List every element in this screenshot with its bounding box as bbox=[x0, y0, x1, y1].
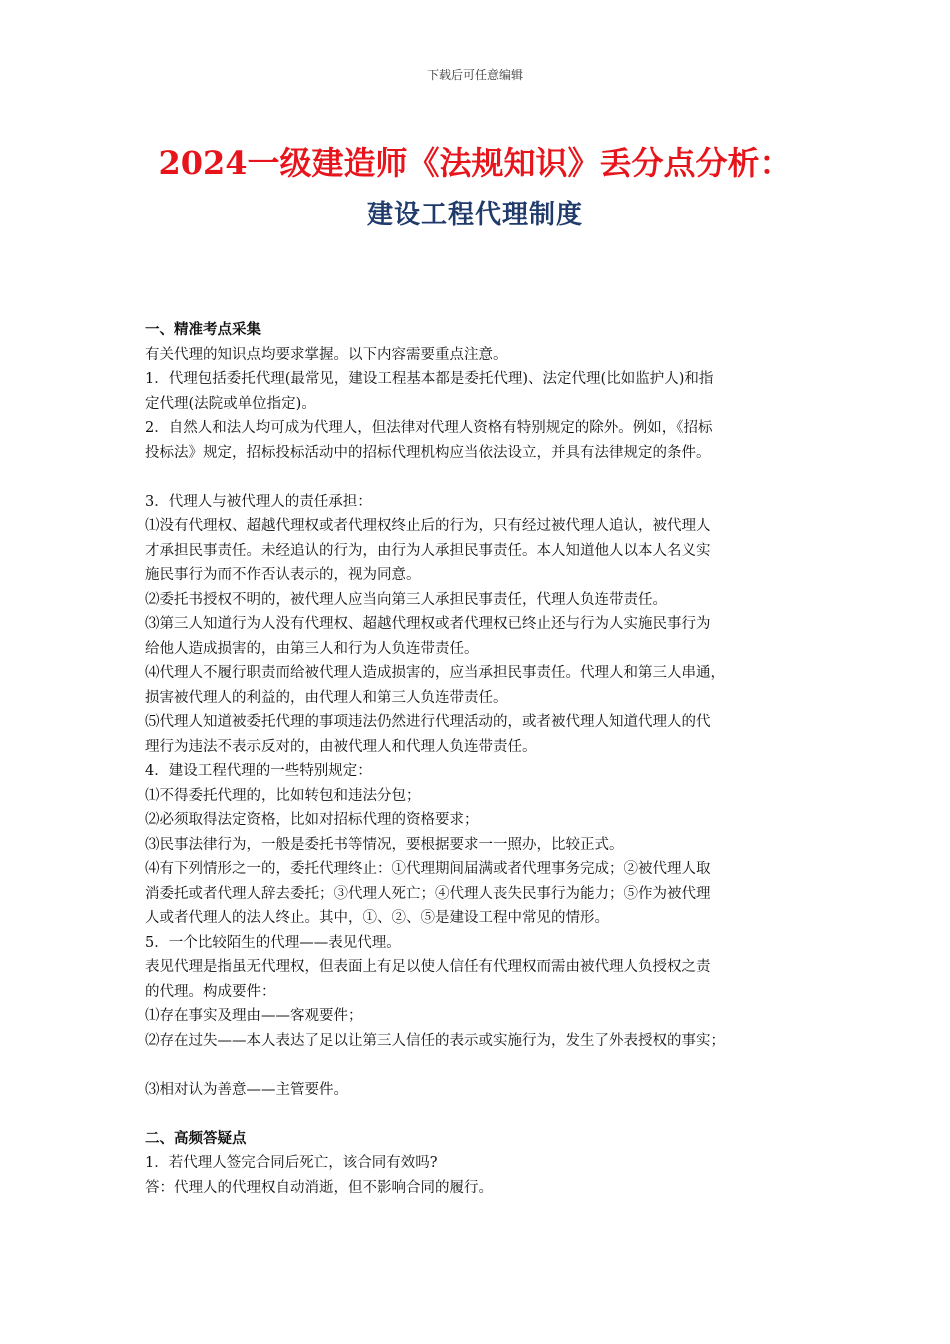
paragraph-line: ⑸代理人知道被委托代理的事项违法仍然进行代理活动的，或者被代理人知道代理人的代 bbox=[145, 714, 711, 730]
paragraph-line: 消委托或者代理人辞去委托；③代理人死亡；④代理人丧失民事行为能力；⑤作为被代理 bbox=[145, 885, 711, 902]
paragraph-line: 的代理。构成要件： bbox=[145, 983, 276, 1000]
header-note: 下载后可任意编辑 bbox=[426, 68, 523, 82]
paragraph-line: 4．建设工程代理的一些特别规定： bbox=[145, 763, 372, 779]
section-heading: 一、精准考点采集 bbox=[145, 322, 261, 338]
paragraph-line: 有关代理的知识点均要求掌握。以下内容需要重点注意。 bbox=[145, 346, 508, 363]
paragraph-line: 2．自然人和法人均可成为代理人，但法律对代理人资格有特别规定的除外。例如，《招标 bbox=[145, 420, 713, 436]
paragraph-line: 表见代理是指虽无代理权，但表面上有足以使人信任有代理权而需由被代理人负授权之责 bbox=[145, 959, 711, 975]
paragraph-line: ⑷代理人不履行职责而给被代理人造成损害的，应当承担民事责任。代理人和第三人串通， bbox=[145, 665, 725, 681]
paragraph-line: 3．代理人与被代理人的责任承担： bbox=[145, 493, 372, 510]
blank-line bbox=[145, 1102, 815, 1127]
paragraph-line: ⑵必须取得法定资格，比如对招标代理的资格要求； bbox=[145, 812, 479, 828]
paragraph-line: 给他人造成损害的，由第三人和行为人负连带责任。 bbox=[145, 640, 479, 657]
page-title: 2024一级建造师《法规知识》丢分点分析： bbox=[158, 144, 792, 182]
paragraph-line: ⑴存在事实及理由——客观要件； bbox=[145, 1008, 363, 1024]
paragraph-line: ⑶民事法律行为，一般是委托书等情况，要根据要求一一照办，比较正式。 bbox=[145, 836, 624, 853]
paragraph-line: 投标法》规定，招标投标活动中的招标代理机构应当依法设立，并具有法律规定的条件。 bbox=[145, 444, 711, 461]
blank-line bbox=[145, 1053, 815, 1078]
paragraph-line: 答：代理人的代理权自动消逝，但不影响合同的履行。 bbox=[145, 1179, 493, 1196]
paragraph-line: 才承担民事责任。未经追认的行为，由行为人承担民事责任。本人知道他人以本人名义实 bbox=[145, 542, 711, 559]
paragraph-line: ⑷有下列情形之一的，委托代理终止：①代理期间届满或者代理事务完成；②被代理人取 bbox=[145, 861, 711, 877]
paragraph-line: 损害被代理人的利益的，由代理人和第三人负连带责任。 bbox=[145, 689, 508, 706]
paragraph-line: 5．一个比较陌生的代理——表见代理。 bbox=[145, 934, 401, 951]
paragraph-line: ⑶相对认为善意——主管要件。 bbox=[145, 1081, 348, 1098]
paragraph-line: 1．若代理人签完合同后死亡，该合同有效吗? bbox=[145, 1155, 438, 1171]
paragraph-line: ⑵存在过失——本人表达了足以让第三人信任的表示或实施行为，发生了外表授权的事实； bbox=[145, 1032, 725, 1049]
paragraph-line: ⑶第三人知道行为人没有代理权、超越代理权或者代理权已终止还与行为人实施民事行为 bbox=[145, 616, 711, 632]
paragraph-line: 施民事行为而不作否认表示的，视为同意。 bbox=[145, 567, 421, 583]
paragraph-line: ⑵委托书授权不明的，被代理人应当向第三人承担民事责任，代理人负连带责任。 bbox=[145, 591, 667, 608]
paragraph-line: 定代理(法院或单位指定)。 bbox=[145, 395, 316, 412]
paragraph-line: 人或者代理人的法人终止。其中，①、②、⑤是建设工程中常见的情形。 bbox=[145, 910, 609, 926]
paragraph-line: ⑴没有代理权、超越代理权或者代理权终止后的行为，只有经过被代理人追认，被代理人 bbox=[145, 518, 711, 534]
blank-line bbox=[145, 465, 815, 490]
page-subtitle: 建设工程代理制度 bbox=[366, 200, 583, 230]
section-heading: 二、高频答疑点 bbox=[145, 1130, 247, 1147]
document-body bbox=[145, 318, 815, 1200]
paragraph-line: 理行为违法不表示反对的，由被代理人和代理人负连带责任。 bbox=[145, 738, 537, 755]
paragraph-line: ⑴不得委托代理的，比如转包和违法分包； bbox=[145, 787, 421, 804]
paragraph-line: 1．代理包括委托代理(最常见，建设工程基本都是委托代理)、法定代理(比如监护人)和指 bbox=[145, 371, 714, 387]
